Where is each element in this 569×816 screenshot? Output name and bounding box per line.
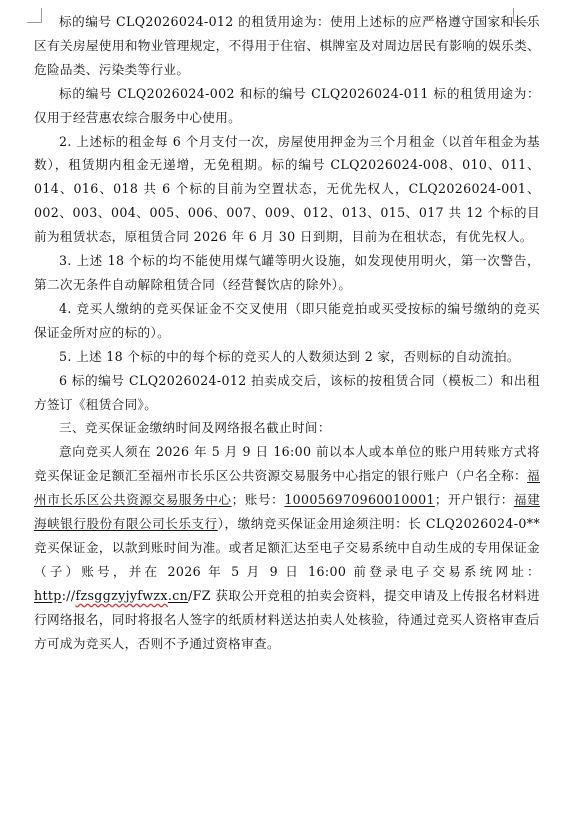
paragraph-item-6-contract: 6 标的编号 CLQ2026024-012 拍卖成交后，该标的按租赁合同（模板二）和出租方签订《租赁合同》。: [34, 372, 540, 412]
account-name: 福州市长乐区公共资源交易服务中心: [34, 468, 540, 508]
url-scheme: http: [34, 587, 62, 603]
paragraph-item-2-rent: 2. 上述标的租金每 6 个月支付一次，房屋使用押金为三个月租金（以首年租金为基数），租赁期内租金无递增，无免租期。标的编号 CLQ2026024-008、010、011、014、016、018 共 6 个标的目前为空置状态，无优先权人，CLQ2026024-001、002、003、004、005、006、007、009、012、013、015、017 共 12 个标的目前为租赁状态，原租赁合同 2026 年 6 月 30 日到期，目前为在租状态，有优先权人。: [34, 133, 540, 245]
account-number: 100056970960010001: [284, 492, 435, 508]
text-account-label: ；账号：: [231, 492, 285, 508]
url-tld: .cn: [167, 587, 189, 603]
paragraph-usage-012: 标的编号 CLQ2026024-012 的租赁用途为：使用上述标的应严格遵守国家和长乐区有关房屋使用和物业管理规定，不得用于住宿、棋牌室及对周边居民有影响的娱乐类、危险品类、污染类等行业。: [34, 14, 540, 77]
paragraph-item-3-fire: 3. 上述 18 个标的均不能使用煤气罐等明火设施，如发现使用明火，第一次警告，第二次无条件自动解除租赁合同（经营餐饮店的除外）。: [34, 253, 540, 292]
document-body: [34, 10, 540, 655]
paragraph-deposit-instructions: [34, 440, 540, 655]
url-separator: ://: [61, 587, 76, 603]
section-heading-deposit-time: 三、竞买保证金缴纳时间及网络报名截止时间：: [59, 420, 331, 436]
text-deposit-intro: 意向竞买人须在 2026 年 5 月 9 日 16:00 前以本人或本单位的账户用转账方式将竞买保证金足额汇至福州市长乐区公共资源交易服务中心指定的银行账户（户名全称：: [34, 444, 540, 484]
text-bank-label: ；开户银行：: [434, 492, 514, 508]
url-domain: fzsggzyjyfwzx: [75, 587, 168, 603]
paragraph-item-5-bidders: 5. 上述 18 个标的中的每个标的竞买人的人数须达到 2 家，否则标的自动流拍。: [59, 348, 520, 364]
bank-name: 福建海峡银行股份有限公司长乐支行: [34, 492, 541, 532]
paragraph-usage-002-011: 标的编号 CLQ2026024-002 和标的编号 CLQ2026024-011 标的租赁用途为：仅用于经营惠农综合服务中心使用。: [34, 85, 540, 125]
text-deposit-note: ），缴纳竞买保证金用途须注明：长 CLQ2026024-0**竞买保证金，以款到账时间为准。或者足额汇达至电子交易系统中自动生成的专用保证金（子）账号，并在 2026 年 5 月 9 日 16:00 前登录电子交易系统网址：: [34, 516, 541, 579]
paragraph-item-4-deposit: 4. 竞买人缴纳的竞买保证金不交叉使用（即只能竞拍或买受按标的编号缴纳的竞买保证金所对应的标的）。: [34, 300, 540, 340]
url-link[interactable]: [34, 588, 188, 603]
text-registration-steps: /FZ 获取公开竞租的拍卖会资料，提交申请及上传报名材料进行网络报名，同时将报名人签字的纸质材料送达拍卖人处核验，待通过竞买人资格审查后方可成为竞买人，否则不予通过资格审查。: [34, 587, 540, 651]
